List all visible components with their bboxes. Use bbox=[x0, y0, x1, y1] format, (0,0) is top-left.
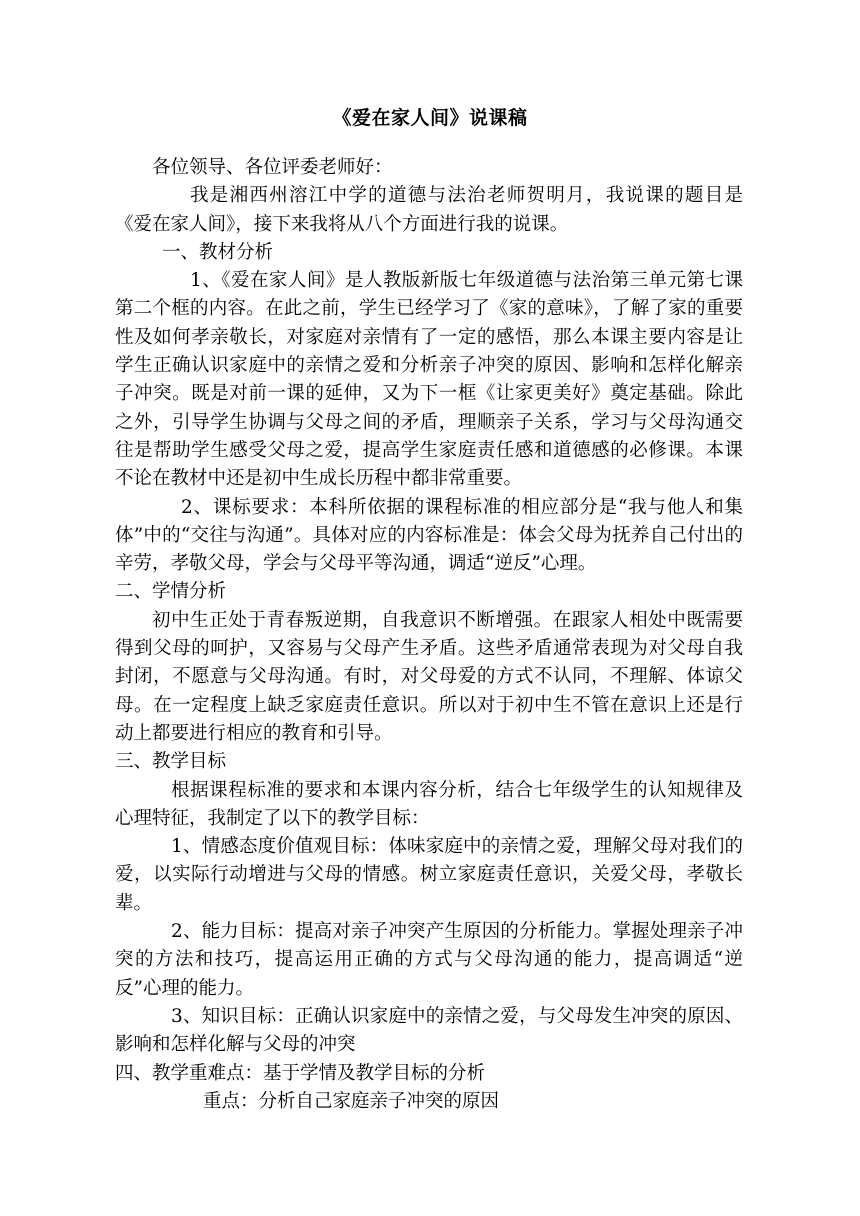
greeting-paragraph: 各位领导、各位评委老师好： bbox=[152, 157, 393, 178]
section-3-paragraph-4: 3、知识目标：正确认识家庭中的亲情之爱，与父母发生冲突的原因、影响和怎样化解与父母的冲突 bbox=[115, 1005, 743, 1056]
section-1-heading: 一、教材分析 bbox=[162, 241, 274, 263]
document-body bbox=[115, 154, 743, 1116]
section-2-heading: 二、学情分析 bbox=[115, 581, 227, 603]
section-4-key-point: 重点：分析自己家庭亲子冲突的原因 bbox=[203, 1090, 500, 1112]
section-3-paragraph-1: 根据课程标准的要求和本课内容分析，结合七年级学生的认知规律及心理特征，我制定了以下的教学目标： bbox=[115, 779, 743, 829]
section-4-heading: 四、教学重难点：基于学情及教学目标的分析 bbox=[115, 1062, 486, 1084]
section-3-paragraph-3: 2、能力目标：提高对亲子冲突产生原因的分析能力。掌握处理亲子冲突的方法和技巧，提高运用正确的方式与父母沟通的能力，提高调适“逆反”心理的能力。 bbox=[115, 921, 743, 999]
section-1-paragraph-2: 2、课标要求：本科所依据的课程标准的相应部分是“我与他人和集体”中的“交往与沟通”。具体对应的内容标准是：体会父母为抚养自己付出的辛劳，孝敬父母，学会与父母平等沟通，调适“逆反”心理。 bbox=[115, 496, 743, 575]
section-3-heading: 三、教学目标 bbox=[115, 751, 227, 773]
section-1-paragraph-1: 1、《爱在家人间》是人教版新版七年级道德与法治第三单元第七课第二个框的内容。在此之前，学生已经学习了《家的意味》，了解了家的重要性及如何孝亲敬长，对家庭对亲情有了一定的感悟，那么本课主要内容是让学生正确认识家庭中的亲情之爱和分析亲子冲突的原因、影响和怎样化解亲子冲突。既是对前一课的延伸，又为下一框《让家更美好》奠定基础。除此之外，引导学生协调与父母之间的矛盾，理顺亲子关系，学习与父母沟通交往是帮助学生感受父母之爱，提高学生家庭责任感和道德感的必修课。本课不论在教材中还是初中生成长历程中都非常重要。 bbox=[115, 270, 743, 490]
intro-paragraph: 我是湘西州溶江中学的道德与法治老师贺明月，我说课的题目是《爱在家人间》，接下来我将从八个方面进行我的说课。 bbox=[115, 185, 743, 235]
section-2-paragraph-1: 初中生正处于青春叛逆期，自我意识不断增强。在跟家人相处中既需要得到父母的呵护，又容易与父母产生矛盾。这些矛盾通常表现为对父母自我封闭，不愿意与父母沟通。有时，对父母爱的方式不认同，不理解、体谅父母。在一定程度上缺乏家庭责任意识。所以对于初中生不管在意识上还是行动上都要进行相应的教育和引导。 bbox=[115, 609, 743, 744]
section-3-paragraph-2: 1、情感态度价值观目标：体味家庭中的亲情之爱，理解父母对我们的爱，以实际行动增进与父母的情感。树立家庭责任意识，关爱父母，孝敬长辈。 bbox=[115, 836, 743, 914]
document-title: 《爱在家人间》说课稿 bbox=[332, 107, 528, 129]
